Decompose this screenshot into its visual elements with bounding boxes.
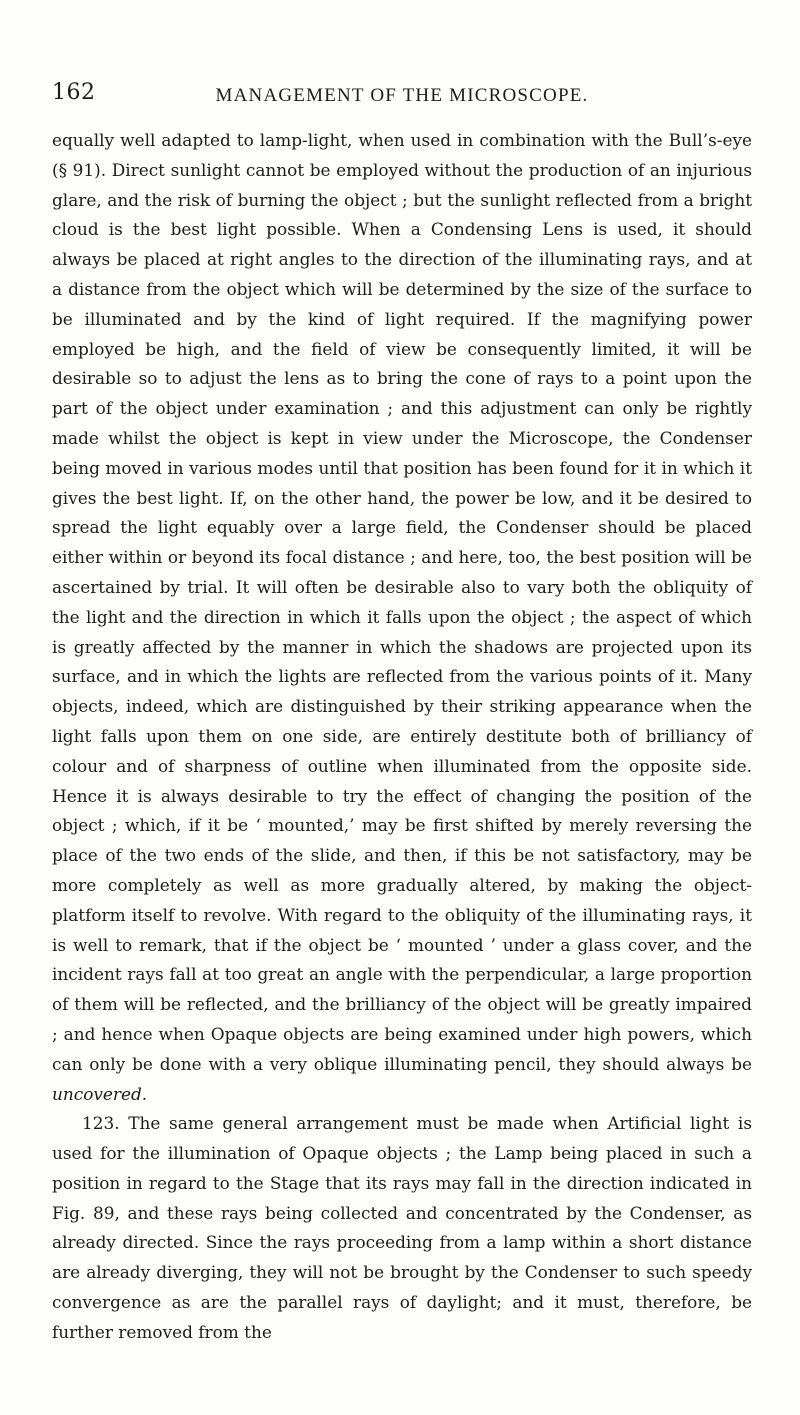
paragraph-text: The same general arrangement must be made when Artificial light is used for the illumination of Opaque objects ; the Lamp being placed in such a position in regard to the Stage that its rays may fall in the direction indicated in Fig. 89, and these rays being collected and concentrated by the Condenser, as already directed. Since the rays proceeding from a lamp within a short distance are already diverging, they will not be brought by the Condenser to such speedy convergence as are the parallel rays of daylight; and it must, therefore, be further removed from the [52,1113,753,1342]
page-number: 162 [52,80,96,105]
section-number: 123. [82,1113,120,1134]
body-text [52,126,752,1348]
paragraph-text: equally well adapted to lamp-light, when used in combination with the Bull’s-eye (§ 91). Direct sunlight cannot be employed without the production of an injurious glare, and the risk of burning the object ; but the sunlight reflected from a bright cloud is the best light possible. When a Condensing Lens is used, it should always be placed at right angles to the direction of the illuminating rays, and at a distance from the object which will be determined by the size of the surface to be illuminated and by the kind of light required. If the magnifying power employed be high, and the field of view be consequently limited, it will be desirable so to adjust the lens as to bring the cone of rays to a point upon the part of the object under examination ; and this adjustment can only be rightly made whilst the object is kept in view under the Microscope, the Condenser being moved in various modes until that position has been found for it in which it gives the best light. If, on the other hand, the power be low, and it be desired to spread the light equably over a large field, the Condenser should be placed either within or beyond its focal distance ; and here, too, the best position will be ascertained by trial. It will often be desirable also to vary both the obliquity of the light and the direction in which it falls upon the object ; the aspect of which is greatly affected by the manner in which the shadows are projected upon its surface, and in which the lights are reflected from the various points of it. Many objects, indeed, which are distinguished by their striking appearance when the light falls upon them on one side, are entirely destitute both of brilliancy of colour and of sharpness of outline when illuminated from the opposite side. Hence it is always desirable to try the effect of changing the position of the object ; which, if it be ‘ mounted,’ may be first shifted by merely reversing the place of the two ends of the slide, and then, if this be not satisfactory, may be more completely as well as more gradually altered, by making the object-platform itself to revolve. With regard to the obliquity of the illuminating rays, it is well to remark, that if the object be ‘ mounted ’ under a glass cover, and the incident rays fall at too great an angle with the perpendicular, a large proportion of them will be reflected, and the brilliancy of the object will be greatly impaired ; and hence when Opaque objects are being examined under high powers, which can only be done with a very oblique illuminating pencil, they should always be [52,130,752,1074]
running-title: MANAGEMENT OF THE MICROSCOPE. [215,85,589,106]
paragraph-continuation [52,126,752,1109]
running-head [52,80,752,110]
italic-word: uncovered. [52,1083,148,1104]
paragraph-123 [52,1109,752,1347]
